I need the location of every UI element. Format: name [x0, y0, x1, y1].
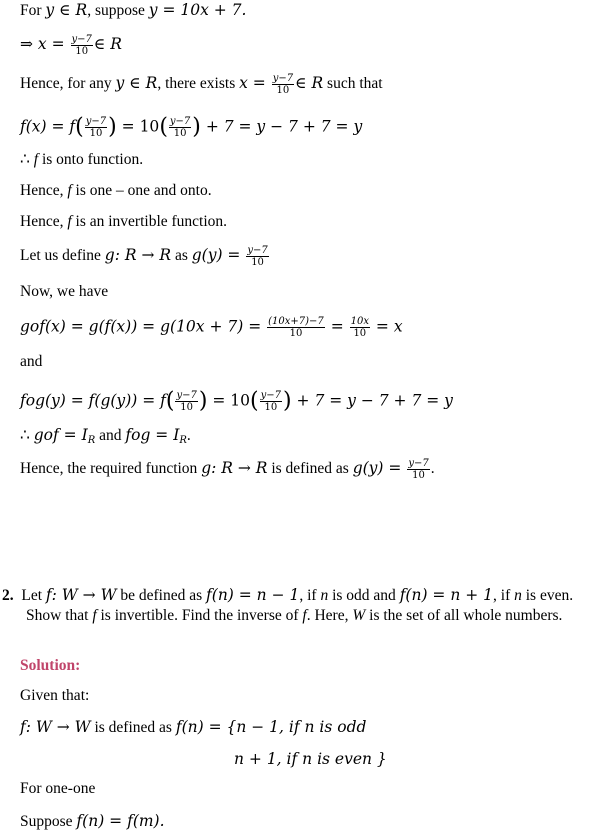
line-given-that: Given that: — [20, 687, 90, 704]
line-there-exists: Hence, for any y ∈ R, there exists x = $\frac{y-7}{10}$ ∈ R such that — [20, 73, 383, 96]
solution-heading: Solution: — [20, 657, 81, 674]
fraction: $\frac{y-7}{10}$ — [176, 390, 197, 413]
line-gof-fog-identity: ∴ gof = $I_R$ and fog = $I_R$. — [20, 426, 191, 446]
equation-fog: fog(y) = f(g(y)) = f( $\frac{y-7}{10}$ ) = 10( $\frac{y-7}{10}$ ) + 7 = y − 7 + 7 = y — [20, 388, 453, 414]
equation-f-of-x: f(x) = f( $\frac{y-7}{10}$ ) = 10( $\frac{y-7}{10}$ ) + 7 = y − 7 + 7 = y — [20, 114, 363, 140]
question-2-line2: Show that f is invertible. Find the inverse of f. Here, W is the set of all whole numbers. — [26, 607, 563, 624]
fraction: $\frac{y-7}{10}$ — [272, 73, 294, 96]
fraction: $\frac{y-7}{10}$ — [169, 116, 191, 139]
fraction: $\frac{y-7}{10}$ — [408, 458, 429, 481]
line-define-g: Let us define g: R → R as g(y) = $\frac{y-7}{10}$ — [20, 245, 268, 268]
line-for-one-one: For one-one — [20, 780, 96, 797]
line-onto: ∴ f is onto function. — [20, 151, 144, 168]
equation-gof: gof(x) = g(f(x)) = g(10x + 7) = $\frac{(10x+7)-7}{10}$ = $\frac{10x}{10}$ = x — [20, 316, 403, 339]
line-f-defined: f: W → W is defined as f(n) = {n − 1, if n is odd — [20, 718, 367, 736]
line-suppose-y: For y ∈ R, suppose y = 10x + 7. — [20, 1, 247, 19]
line-invertible: Hence, f is an invertible function. — [20, 213, 228, 230]
line-and: and — [20, 353, 43, 370]
question-number: 2. — [2, 587, 14, 604]
fraction: $\frac{(10x+7)-7}{10}$ — [268, 316, 324, 339]
question-2-line1: 2. Let f: W → W be defined as f(n) = n − 1, if n is odd and f(n) = n + 1, if n is even. — [2, 586, 574, 604]
fraction: $\frac{y-7}{10}$ — [247, 245, 268, 268]
line-required-function: Hence, the required function g: R → R is defined as g(y) = $\frac{y-7}{10}$ . — [20, 458, 435, 481]
line-x-solution: ⇒ x = $\frac{y-7}{10}$ ∈ R — [20, 34, 122, 57]
line-f-even-case: n + 1, if n is even } — [234, 750, 387, 768]
fraction: $\frac{y-7}{10}$ — [260, 390, 282, 413]
line-one-one-onto: Hence, f is one – one and onto. — [20, 182, 212, 199]
line-suppose-fn-fm: Suppose f(n) = f(m). — [20, 812, 165, 830]
fraction: $\frac{y-7}{10}$ — [71, 34, 92, 57]
fraction: $\frac{10x}{10}$ — [350, 316, 369, 339]
fraction: $\frac{y-7}{10}$ — [85, 116, 107, 139]
line-now-we-have: Now, we have — [20, 283, 109, 300]
